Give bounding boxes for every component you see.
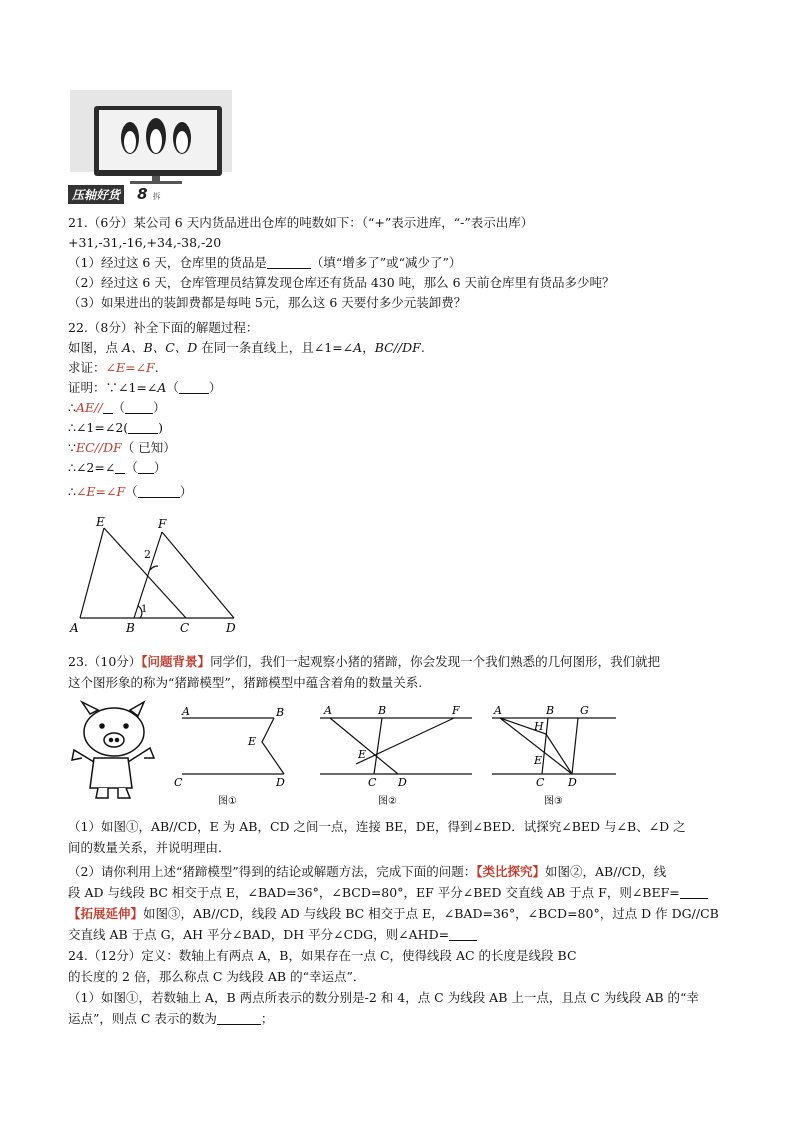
q24-line4 xyxy=(68,1009,273,1029)
q22-step4-pre: ∵ xyxy=(68,440,76,455)
q22-step5-pre: ∴∠2=∠ xyxy=(68,460,116,475)
q23-number: 23.（10分） xyxy=(68,654,142,669)
q22-step2-blank-b[interactable] xyxy=(125,399,153,414)
q23-figure-2 xyxy=(316,700,476,810)
q22-step1-blank[interactable] xyxy=(179,379,209,394)
q22-step1 xyxy=(68,378,221,398)
q22-given-pre: 如图，点 xyxy=(68,340,122,355)
q24-line2: 的长度的 2 倍，那么称点 C 为线段 AB 的“幸运点”． xyxy=(68,969,366,984)
q23-figure-3 xyxy=(488,700,620,810)
q24-lucky-point-blank[interactable] xyxy=(217,1010,261,1025)
q22-step3-pre: ∴∠1=∠2( xyxy=(68,420,129,435)
q22-step1-open: （ xyxy=(166,380,179,395)
q21-part1-pre: （1）经过这 6 天，仓库里的货品是 xyxy=(68,255,267,270)
q22-label-F: F xyxy=(158,517,167,531)
fig1-caption: 图① xyxy=(218,796,237,807)
f1-label-C: C xyxy=(174,776,183,789)
q22-given-points: A、B、C、D xyxy=(121,340,198,355)
q23-part2-line1 xyxy=(68,862,666,882)
logo-box: 压轴好货 xyxy=(68,185,124,204)
q23-line1-text: 同学们，我们一起观察小猪的猪蹄，你会发现一个我们熟悉的几何图形，我们就把 xyxy=(210,654,661,669)
q22-given-end: . xyxy=(420,340,425,355)
f1-label-B: B xyxy=(276,706,285,719)
q23-line2: 这个图形象的称为“猪蹄模型”，猪蹄模型中蕴含着角的数量关系. xyxy=(68,675,423,690)
q24-line3: （1）如图①，若数轴上 A，B 两点所表示的数分别是-2 和 4，点 C 为线段 AB 上一点，且点 C 为线段 AB 的“幸 xyxy=(68,990,699,1005)
q24-line1: 24.（12分）定义：数轴上有两点 A，B，如果存在一点 C，使得线段 AC 的长度是线段 BC xyxy=(68,948,577,963)
q22-given-parallel: BC//DF xyxy=(374,340,421,355)
f3-label-C: C xyxy=(536,776,545,789)
f2-label-B: B xyxy=(378,704,387,717)
q21-part1-post: （填“增多了”或“减少了”） xyxy=(310,255,462,270)
q22-prove-statement: ∠E=∠F xyxy=(105,360,155,375)
q21-part3: （3）如果进出的装卸费都是每吨 5元，那么这 6 天要付多少元装卸费？ xyxy=(68,295,467,310)
q23-part2-line4-text: 交直线 AB 于点 G，AH 平分∠BAD，DH 平分∠CDG，则∠AHD= xyxy=(68,927,450,942)
q23-analogy-tag: 【类比探究】 xyxy=(476,864,546,879)
q23-part2-line3-text: 如图③，AB//CD，线段 AD 与线段 BC 相交于点 E，∠BAD=36°，∠BCD=80°，过点 D 作 DG//CB xyxy=(143,906,719,921)
f2-label-F: F xyxy=(452,704,460,717)
q22-given-A: A xyxy=(353,340,363,355)
q23-extension-tag: 【拓展延伸】 xyxy=(68,906,144,921)
q23-part2-line2-text: 段 AD 与线段 BC 相交于点 E，∠BAD=36°，∠BCD=80°，EF 平分∠BED 交直线 AB 于点 F，则∠BEF= xyxy=(68,885,680,900)
f1-label-D: D xyxy=(276,776,285,789)
q22-step4 xyxy=(68,438,176,458)
f1-label-A: A xyxy=(182,705,190,718)
q22-given xyxy=(68,338,425,358)
q22-step6-pre: ∴ xyxy=(68,484,76,499)
f3-label-G: G xyxy=(580,704,589,717)
q22-step2-close: ） xyxy=(153,400,166,415)
q22-figure xyxy=(66,514,246,636)
f2-label-E: E xyxy=(358,748,367,761)
f2-label-C: C xyxy=(368,776,377,789)
fig3-caption: 图③ xyxy=(544,796,563,807)
q22-step2-open: （ xyxy=(112,400,126,415)
q22-label-1: 1 xyxy=(141,604,148,615)
q22-label-B: B xyxy=(126,621,135,635)
q22-label-D: D xyxy=(226,621,236,635)
q22-label-A: A xyxy=(70,621,79,635)
q22-head: 22.（8分）补全下面的解题过程： xyxy=(68,320,259,335)
q23-bef-blank[interactable] xyxy=(680,884,708,899)
q22-step6-open: （ xyxy=(125,484,138,499)
logo-number: 8 xyxy=(137,185,148,203)
q23-part1-line2: 间的数量关系，并说明理由． xyxy=(68,840,231,855)
q24-line4-text: 运点”，则点 C 表示的数为 xyxy=(68,1011,217,1026)
f3-label-A: A xyxy=(494,704,502,717)
q22-step2-statement: AE// xyxy=(75,400,103,415)
q22-step5-open: （ xyxy=(125,460,138,475)
q21-values: +31,-31,-16,+34,-38,-20 xyxy=(68,235,222,250)
q23-part2-line3 xyxy=(68,904,719,924)
q23-part2-line4 xyxy=(68,925,477,945)
q23-part2-line1-tail: 如图②，AB//CD，线 xyxy=(545,864,667,879)
q22-step5-close: ） xyxy=(153,460,167,475)
q22-step1-close: ） xyxy=(208,380,222,395)
q22-label-2: 2 xyxy=(144,548,151,561)
q22-prove-end: . xyxy=(154,360,159,375)
q23-background-tag: 【问题背景】 xyxy=(141,654,211,669)
fig2-caption: 图② xyxy=(378,796,397,807)
q22-step5-blank-b[interactable] xyxy=(138,459,154,474)
f1-label-E: E xyxy=(248,735,257,748)
f3-label-B: B xyxy=(546,704,555,717)
q22-given-sep: ， xyxy=(362,340,375,355)
f3-label-E: E xyxy=(534,754,543,767)
pig-illustration xyxy=(68,700,160,802)
f3-label-D: D xyxy=(568,776,577,789)
q22-step1-A: A xyxy=(157,380,167,395)
q23-line1 xyxy=(68,652,660,672)
logo-tail: 拆 xyxy=(152,192,161,201)
q23-ahd-blank[interactable] xyxy=(449,926,477,941)
q22-step5 xyxy=(68,458,166,478)
q22-given-mid: 在同一条直线上，且∠1=∠ xyxy=(197,340,354,355)
q22-step5-blank-a[interactable] xyxy=(115,459,125,474)
q23-figure-1 xyxy=(170,700,300,810)
f3-label-H: H xyxy=(534,720,544,733)
q22-step3-close: ) xyxy=(158,420,164,435)
q21-head: 21.（6分）某公司 6 天内货品进出仓库的吨数如下：（“+”表示进库，“-”表示出库） xyxy=(68,215,534,230)
q22-step2-pre: ∴ xyxy=(68,400,76,415)
q22-step2-blank-a[interactable] xyxy=(103,399,113,414)
f2-label-D: D xyxy=(398,776,407,789)
q22-step3-blank[interactable] xyxy=(128,419,158,434)
q22-step4-tail: （ 已知） xyxy=(121,440,176,455)
q21-part1 xyxy=(68,253,461,273)
q22-step6-close: ） xyxy=(179,484,193,499)
q21-part2: （2）经过这 6 天，仓库管理员结算发现仓库还有货品 430 吨，那么 6 天前仓库里有货品多少吨？ xyxy=(68,275,615,290)
q23-part2-line2 xyxy=(68,883,708,903)
q22-prove-pre: 求证： xyxy=(68,360,106,375)
q22-label-E: E xyxy=(96,515,105,529)
q22-label-C: C xyxy=(180,621,190,635)
q24-semicolon: ； xyxy=(260,1011,274,1026)
q22-step6-statement: ∠E=∠F xyxy=(75,484,126,499)
q22-step3 xyxy=(68,418,163,438)
q23-part1-line1: （1）如图①，AB//CD，E 为 AB，CD 之间一点，连接 BE，DE，得到∠BED．试探究∠BED 与∠B、∠D 之 xyxy=(68,819,686,834)
q22-step1-pre: 证明：∵∠1=∠ xyxy=(68,380,158,395)
banner-logo xyxy=(68,184,208,204)
f2-label-A: A xyxy=(324,704,332,717)
q22-prove xyxy=(68,358,159,378)
q21-part1-blank[interactable] xyxy=(267,254,311,269)
q22-step6 xyxy=(68,482,192,502)
q22-step6-blank[interactable] xyxy=(138,483,180,498)
q22-step4-statement: EC//DF xyxy=(75,440,122,455)
q22-step2 xyxy=(68,398,166,418)
q23-part2-intro: （2）请你利用上述“猪蹄模型”得到的结论或解题方法，完成下面的问题： xyxy=(68,864,477,879)
